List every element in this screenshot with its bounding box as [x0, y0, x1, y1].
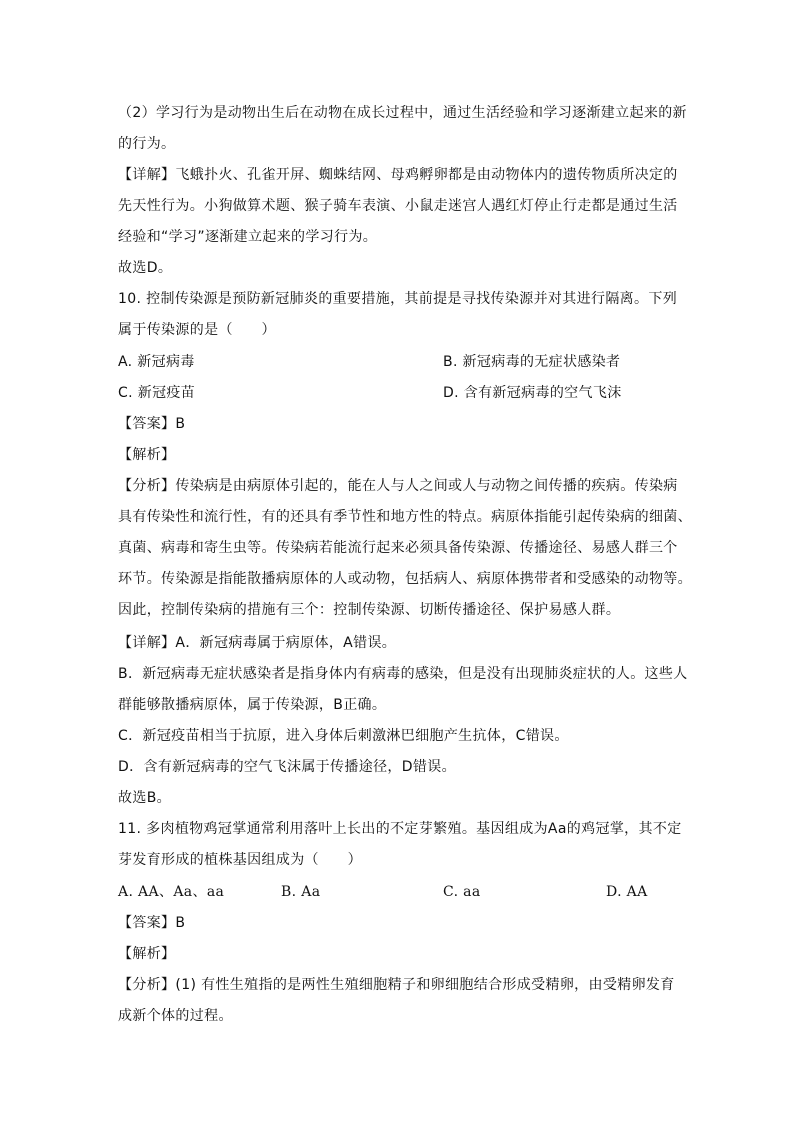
q11-analysis-line-1: 【分析】(1) 有性生殖指的是两性生殖细胞精子和卵细胞结合形成受精卵，由受精卵发育	[118, 977, 675, 993]
q10-detail-line-1: 【详解】A．新冠病毒属于病原体，A错误。	[118, 635, 397, 651]
q11-stem-line-1: 11. 多肉植物鸡冠掌通常利用落叶上长出的不定芽繁殖。基因组成为Aa的鸡冠掌，其不定	[118, 821, 682, 837]
q11-analysis-line-2: 成新个体的过程。	[118, 1008, 233, 1024]
q10-option-b: B. 新冠病毒的无症状感染者	[443, 354, 621, 370]
q10-analysis-line-2: 具有传染性和流行性，有的还具有季节性和地方性的特点。病原体指能引起传染病的细菌、	[118, 509, 692, 525]
q10-option-a: A. 新冠病毒	[118, 354, 195, 370]
learning-behavior-line-1: （2）学习行为是动物出生后在动物在成长过程中，通过生活经验和学习逐渐建立起来的新	[118, 105, 687, 121]
q10-option-d: D. 含有新冠病毒的空气飞沫	[443, 385, 622, 401]
q11-option-b: B. Aa	[281, 884, 321, 900]
q11-option-d: D. AA	[606, 884, 648, 900]
q10-stem-line-1: 10. 控制传染源是预防新冠肺炎的重要措施，其前提是寻找传染源并对其进行隔离。下列	[118, 291, 678, 307]
q10-detail-line-3: 群能够散播病原体，属于传染源，B正确。	[118, 697, 387, 713]
q10-analysis-title: 【解析】	[118, 447, 176, 463]
q11-option-c: C. aa	[443, 884, 481, 900]
q11-analysis-title: 【解析】	[118, 946, 176, 962]
q10-answer: 【答案】B	[118, 416, 186, 432]
q10-analysis-line-4: 环节。传染源是指能散播病原体的人或动物，包括病人、病原体携带者和受感染的动物等。	[118, 571, 692, 587]
q9-choose: 故选D。	[118, 260, 173, 276]
q10-stem-line-2: 属于传染源的是（ ）	[118, 322, 276, 338]
q10-detail-line-5: D．含有新冠病毒的空气飞沫属于传播途径，D错误。	[118, 759, 456, 775]
q9-detail-line-1: 【详解】飞蛾扑火、孔雀开屏、蜘蛛结网、母鸡孵卵都是由动物体内的遗传物质所决定的	[118, 167, 678, 183]
q10-detail-line-2: B．新冠病毒无症状感染者是指身体内有病毒的感染，但是没有出现肺炎症状的人。这些人	[118, 666, 688, 682]
q10-analysis-line-1: 【分析】传染病是由病原体引起的，能在人与人之间或人与动物之间传播的疾病。传染病	[118, 478, 678, 494]
q10-analysis-line-3: 真菌、病毒和寄生虫等。传染病若能流行起来必须具备传染源、传播途径、易感人群三个	[118, 540, 678, 556]
q11-stem-line-2: 芽发育形成的植株基因组成为（ ）	[118, 852, 362, 868]
q10-detail-line-4: C．新冠疫苗相当于抗原，进入身体后刺激淋巴细胞产生抗体，C错误。	[118, 728, 569, 744]
q9-detail-line-2: 先天性行为。小狗做算术题、猴子骑车表演、小鼠走迷宫人遇红灯停止行走都是通过生活	[118, 198, 678, 214]
q10-option-c: C. 新冠疫苗	[118, 385, 196, 401]
learning-behavior-line-2: 的行为。	[118, 136, 176, 152]
q9-detail-line-3: 经验和“学习”逐渐建立起来的学习行为。	[118, 229, 378, 245]
q11-option-a: A. AA、Aa、aa	[118, 884, 225, 900]
q10-choose: 故选B。	[118, 790, 172, 806]
q10-analysis-line-5: 因此，控制传染病的措施有三个：控制传染源、切断传播途径、保护易感人群。	[118, 602, 621, 618]
q11-answer: 【答案】B	[118, 915, 186, 931]
